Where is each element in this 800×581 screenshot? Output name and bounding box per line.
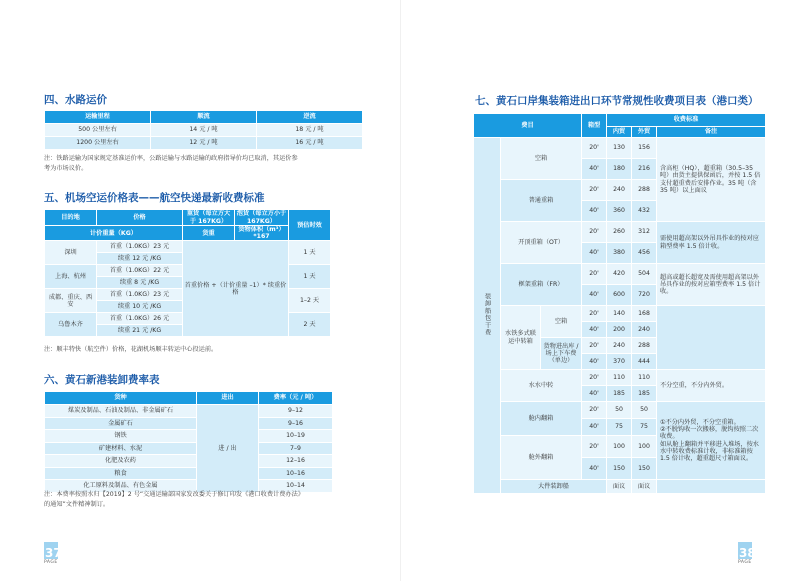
- port-rate: 10–19: [259, 430, 333, 443]
- for-cell: 185: [632, 386, 657, 402]
- for-cell: 720: [632, 285, 657, 306]
- port-cargo: 煤炭及制品、石油及制品、非金属矿石: [45, 405, 197, 418]
- type-cell: 20': [582, 338, 607, 354]
- dom-cell: 370: [607, 354, 632, 370]
- type-cell: 40': [582, 458, 607, 480]
- air-header-time: 预估时效: [289, 210, 331, 241]
- page-number: 37: [45, 546, 62, 560]
- port-rate: 12–16: [259, 455, 333, 468]
- for-cell: 312: [632, 222, 657, 243]
- type-cell: 40': [582, 285, 607, 306]
- port-note: [44, 490, 374, 510]
- air-freight-table: [44, 209, 331, 337]
- port-rate: 10–14: [259, 480, 333, 493]
- water-section-title: 四、水路运价: [44, 94, 107, 106]
- type-cell: 20': [582, 264, 607, 285]
- type-cell: 20': [582, 436, 607, 458]
- type-cell: 20': [582, 180, 607, 201]
- port-rate: 7–9: [259, 442, 333, 455]
- dom-cell: 360: [607, 201, 632, 222]
- air-dest: 成都、重庆、西安: [45, 289, 97, 313]
- dom-cell: 600: [607, 285, 632, 306]
- header-foreign: 外贸: [632, 127, 657, 138]
- air-first: 首重（1.0KG）26 元: [97, 313, 183, 325]
- air-time: 2 天: [289, 313, 331, 337]
- air-cont: 续重 21 元 /KG: [97, 325, 183, 337]
- water-header-downstream: 顺流: [151, 111, 257, 124]
- type-cell: 40': [582, 243, 607, 264]
- water-note-line2: 考为市场议价。: [44, 164, 88, 172]
- table-cell: 14 元 / 吨: [151, 124, 257, 137]
- air-header-dest: 目的地: [45, 210, 97, 226]
- dom-cell: 110: [607, 370, 632, 386]
- water-header-upstream: 逆流: [257, 111, 363, 124]
- dom-cell: 140: [607, 306, 632, 322]
- container-fee-title: 七、黄石口岸集装箱进出口环节常规性收费项目表（港口类）: [475, 95, 759, 107]
- group-empty: 空箱: [501, 138, 582, 180]
- port-rate: 9–12: [259, 405, 333, 418]
- dom-cell: 180: [607, 159, 632, 180]
- remark-shift: ①不分内外贸，不分空重箱。 ②不脱钩收一次搬移，脱钩按照二次收费。 如从舱上翻箱并平移进入堆场，按水水中转收费标准计收，非标准箱按 1.5 倍计收，超重超尺寸箱面议。: [657, 402, 766, 480]
- air-first: 首重（1.0KG）22 元: [97, 265, 183, 277]
- type-cell: 40': [582, 322, 607, 338]
- air-section-title: 五、机场空运价格表——航空快递最新收费标准: [44, 192, 265, 204]
- port-rate: 10–16: [259, 467, 333, 480]
- dom-cell: 75: [607, 419, 632, 436]
- type-cell: 40': [582, 354, 607, 370]
- water-note: [44, 154, 364, 174]
- for-cell: 110: [632, 370, 657, 386]
- air-cont: 续重 12 元 /KG: [97, 253, 183, 265]
- port-cargo: 钢铁: [45, 430, 197, 443]
- port-handling-table: [44, 391, 333, 493]
- group-bulk: 大件装卸船: [501, 480, 607, 494]
- side-label: [474, 138, 501, 494]
- type-cell: 40': [582, 159, 607, 180]
- port-cargo: 化肥及农药: [45, 455, 197, 468]
- for-cell: 444: [632, 354, 657, 370]
- for-cell: 面议: [632, 480, 657, 494]
- type-cell: 40': [582, 386, 607, 402]
- remark-hq: 含高柜（HQ），超重箱（30.5–35 吨）由货主提供保函后，并按 1.5 倍支付超重费后安排作业。35 吨（含 35 吨）以上面议: [657, 138, 766, 222]
- header-remark: 备注: [657, 127, 766, 138]
- for-cell: 50: [632, 402, 657, 419]
- water-note-line1: 注：铁路运输为国家规定基准运价率，公路运输与水路运输的政府指导价均已取消，其运价参: [44, 155, 298, 162]
- port-cargo: 金属矿石: [45, 417, 197, 430]
- air-cont: 续重 8 元 /KG: [97, 277, 183, 289]
- table-cell: 1200 公里左右: [45, 137, 151, 150]
- dom-cell: 50: [607, 402, 632, 419]
- for-cell: 288: [632, 338, 657, 354]
- for-cell: 156: [632, 138, 657, 159]
- header-domestic: 内贸: [607, 127, 632, 138]
- air-note: 注：顺丰特快（航空件）价格，花湖机场顺丰转运中心投运前。: [44, 346, 218, 353]
- air-header-unit: 计价重量（KG）: [45, 226, 183, 241]
- port-header-cargo: 货种: [45, 392, 197, 405]
- dom-cell: 面议: [607, 480, 632, 494]
- group-fr: 框架重箱（FR）: [501, 264, 582, 306]
- dom-cell: 420: [607, 264, 632, 285]
- water-header-distance: 运输里程: [45, 111, 151, 124]
- group-ot: 开顶重箱（OT）: [501, 222, 582, 264]
- port-note-line1: 注：本费率按照水归【2019】2 号“交通运输部国家发改委关于修订印发《港口收费计费办法》: [44, 491, 304, 498]
- group-normal: 普通重箱: [501, 180, 582, 222]
- remark-water: 不分空重，不分内外贸。: [657, 370, 766, 402]
- air-header-heavy: 重货（每立方大于 167KG）: [183, 210, 235, 226]
- type-cell: 20': [582, 306, 607, 322]
- port-note-line2: 的通知”文件精神制订。: [44, 500, 110, 508]
- type-cell: 20': [582, 402, 607, 419]
- port-header-rate: 费率（元 / 吨）: [259, 392, 333, 405]
- page-number: 38: [739, 546, 756, 560]
- air-first: 首重（1.0KG）23 元: [97, 289, 183, 301]
- type-cell: 20': [582, 370, 607, 386]
- dom-cell: 185: [607, 386, 632, 402]
- port-inout: 进 / 出: [197, 405, 259, 493]
- group-rail: 水铁多式联运中转箱: [501, 306, 541, 370]
- group-water: 水水中转: [501, 370, 582, 402]
- dom-cell: 150: [607, 458, 632, 480]
- table-cell: 18 元 / 吨: [257, 124, 363, 137]
- water-freight-table: [44, 110, 363, 150]
- group-rail-full: 货物进出库 / 场上下车费（单边）: [541, 338, 582, 370]
- group-rail-empty: 空箱: [541, 306, 582, 338]
- page-label: PAGE: [738, 560, 752, 565]
- for-cell: 168: [632, 306, 657, 322]
- air-header-bubble: 泡货（每立方小于 167KG）: [235, 210, 289, 226]
- side-label-text: 装卸船包干费: [483, 292, 491, 337]
- type-cell: 20': [582, 138, 607, 159]
- dom-cell: 380: [607, 243, 632, 264]
- dom-cell: 100: [607, 436, 632, 458]
- header-item: 费目: [474, 114, 582, 138]
- remark-ot: 需使用超高架以外吊具作业的按对应箱型费率 1.5 倍计收。: [657, 222, 766, 264]
- header-standard: 收费标准: [607, 114, 766, 127]
- air-time: 1 天: [289, 265, 331, 289]
- dom-cell: 240: [607, 180, 632, 201]
- air-first: 首重（1.0KG）23 元: [97, 241, 183, 253]
- table-cell: 16 元 / 吨: [257, 137, 363, 150]
- for-cell: 504: [632, 264, 657, 285]
- remark-empty: [657, 306, 766, 370]
- port-cargo: 粮食: [45, 467, 197, 480]
- container-fee-table: [473, 113, 766, 494]
- for-cell: 100: [632, 436, 657, 458]
- air-header-price: 价格: [97, 210, 183, 226]
- air-formula: 首重价格 +（计价重量 –1）* 续重价格: [183, 241, 289, 337]
- air-dest: 上海、杭州: [45, 265, 97, 289]
- for-cell: 75: [632, 419, 657, 436]
- air-cont: 续重 10 元 /KG: [97, 301, 183, 313]
- air-dest: 深圳: [45, 241, 97, 265]
- port-header-inout: 进出: [197, 392, 259, 405]
- page-label: PAGE: [44, 560, 58, 565]
- table-cell: 12 元 / 吨: [151, 137, 257, 150]
- for-cell: 432: [632, 201, 657, 222]
- air-time: 1–2 天: [289, 289, 331, 313]
- for-cell: 216: [632, 159, 657, 180]
- for-cell: 456: [632, 243, 657, 264]
- for-cell: 240: [632, 322, 657, 338]
- port-rate: 9–16: [259, 417, 333, 430]
- remark-fr: 超高或超长超宽及需使用超高架以外吊具作业的按对应箱型费率 1.5 倍计收。: [657, 264, 766, 306]
- port-cargo: 矿建材料、水泥: [45, 442, 197, 455]
- group-outer: 舱外翻箱: [501, 436, 582, 480]
- port-cargo: 化工原料及制品、有色金属: [45, 480, 197, 493]
- type-cell: 40': [582, 419, 607, 436]
- type-cell: 40': [582, 201, 607, 222]
- type-cell: 20': [582, 222, 607, 243]
- dom-cell: 260: [607, 222, 632, 243]
- for-cell: 288: [632, 180, 657, 201]
- air-dest: 乌鲁木齐: [45, 313, 97, 337]
- remark-bulk: [657, 480, 766, 494]
- dom-cell: 200: [607, 322, 632, 338]
- header-type: 箱型: [582, 114, 607, 138]
- port-section-title: 六、黄石新港装卸费率表: [44, 374, 160, 386]
- group-inner: 舱内翻箱: [501, 402, 582, 436]
- dom-cell: 130: [607, 138, 632, 159]
- for-cell: 150: [632, 458, 657, 480]
- right-page: [400, 0, 800, 581]
- table-cell: 500 公里左右: [45, 124, 151, 137]
- air-header-bubble2: 货物体积（m³）*167: [235, 226, 289, 241]
- air-header-heavy2: 货重: [183, 226, 235, 241]
- air-time: 1 天: [289, 241, 331, 265]
- dom-cell: 240: [607, 338, 632, 354]
